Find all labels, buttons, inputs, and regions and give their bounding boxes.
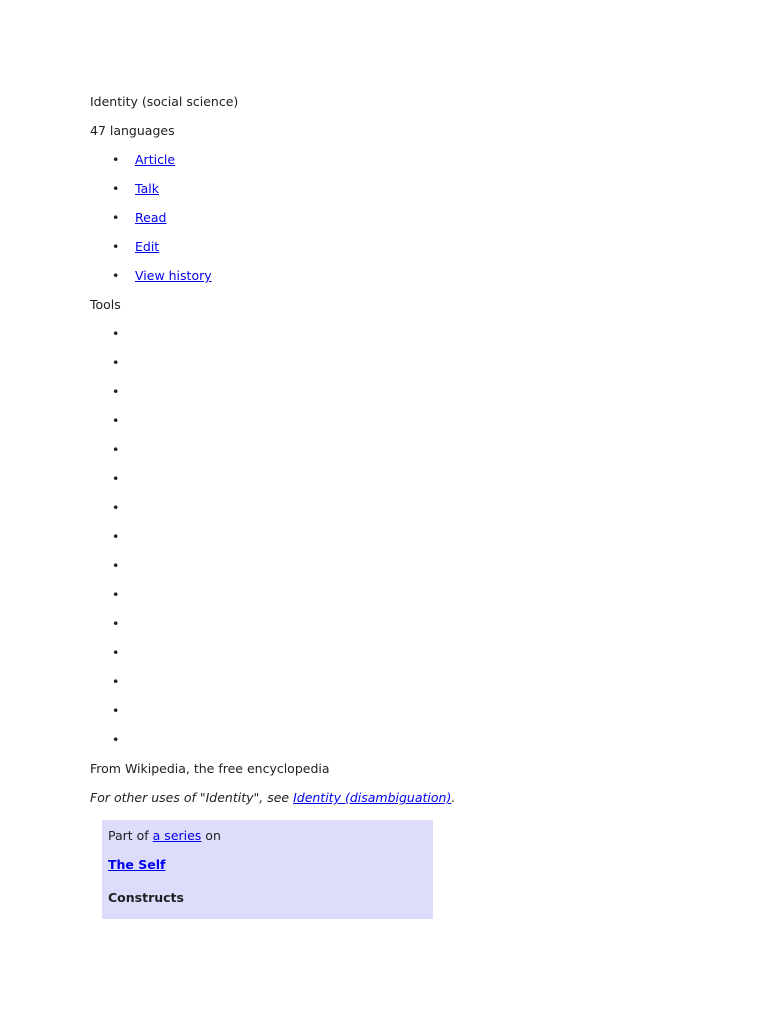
bullet-marker: • <box>112 529 120 544</box>
tools-item[interactable] <box>90 470 690 499</box>
language-selector[interactable]: 47 languages <box>90 123 175 138</box>
hatnote <box>90 789 690 818</box>
tools-label[interactable]: Tools <box>90 297 121 312</box>
tools-item[interactable] <box>90 412 690 441</box>
part-of-series <box>108 827 221 844</box>
tab-edit: • Edit <box>112 239 160 254</box>
section-heading-constructs: Constructs <box>108 890 184 905</box>
tools-item[interactable] <box>90 615 690 644</box>
tab-article-link[interactable]: Article <box>135 152 176 167</box>
tools-item[interactable] <box>90 441 690 470</box>
tools-item[interactable] <box>90 383 690 412</box>
bullet-marker: • <box>112 384 120 399</box>
tools-list <box>90 325 690 760</box>
tab-view-history-link[interactable]: View history <box>135 268 212 283</box>
tools-item[interactable] <box>90 644 690 673</box>
bullet-marker: • <box>112 355 120 370</box>
bullet-marker: • <box>112 703 120 718</box>
bullet-marker: • <box>112 645 120 660</box>
series-title-link[interactable]: The Self <box>108 857 166 872</box>
tools-item[interactable] <box>90 557 690 586</box>
series-link[interactable]: a series <box>152 828 202 843</box>
hatnote-prefix: For other uses of "Identity", see <box>90 790 294 805</box>
bullet-marker: • <box>112 616 120 631</box>
tab-edit-link[interactable]: Edit <box>135 239 160 254</box>
bullet-marker: • <box>112 674 120 689</box>
tools-item[interactable] <box>90 325 690 354</box>
page-content <box>90 93 690 818</box>
bullet-marker: • <box>112 413 120 428</box>
hatnote-suffix: . <box>451 790 456 805</box>
bullet-marker: • <box>112 471 120 486</box>
tools-item[interactable] <box>90 673 690 702</box>
tab-read-link[interactable]: Read <box>135 210 167 225</box>
bullet-marker: • <box>112 442 120 457</box>
tab-view-history: • View history <box>112 268 212 283</box>
tab-read: • Read <box>112 210 167 225</box>
bullet-marker: • <box>112 558 120 573</box>
series-sidebar <box>102 820 433 919</box>
tools-item[interactable] <box>90 731 690 760</box>
tools-item[interactable] <box>90 499 690 528</box>
series-title <box>108 856 165 873</box>
tab-talk: • Talk <box>112 181 159 196</box>
tools-item[interactable] <box>90 528 690 557</box>
page-tabs-list <box>90 151 690 296</box>
disambiguation-link[interactable]: Identity (disambiguation) <box>293 790 452 805</box>
page-title: Identity (social science) <box>90 94 239 109</box>
tagline: From Wikipedia, the free encyclopedia <box>90 761 330 776</box>
tab-talk-link[interactable]: Talk <box>135 181 159 196</box>
tools-item[interactable] <box>90 354 690 383</box>
bullet-marker: • <box>112 500 120 515</box>
bullet-marker: • <box>112 587 120 602</box>
bullet-marker: • <box>112 732 120 747</box>
tools-item[interactable] <box>90 586 690 615</box>
bullet-marker: • <box>112 326 120 341</box>
part-of-prefix: Part of <box>108 828 153 843</box>
part-of-suffix: on <box>201 828 221 843</box>
tools-item[interactable] <box>90 702 690 731</box>
tab-article: • Article <box>112 152 176 167</box>
